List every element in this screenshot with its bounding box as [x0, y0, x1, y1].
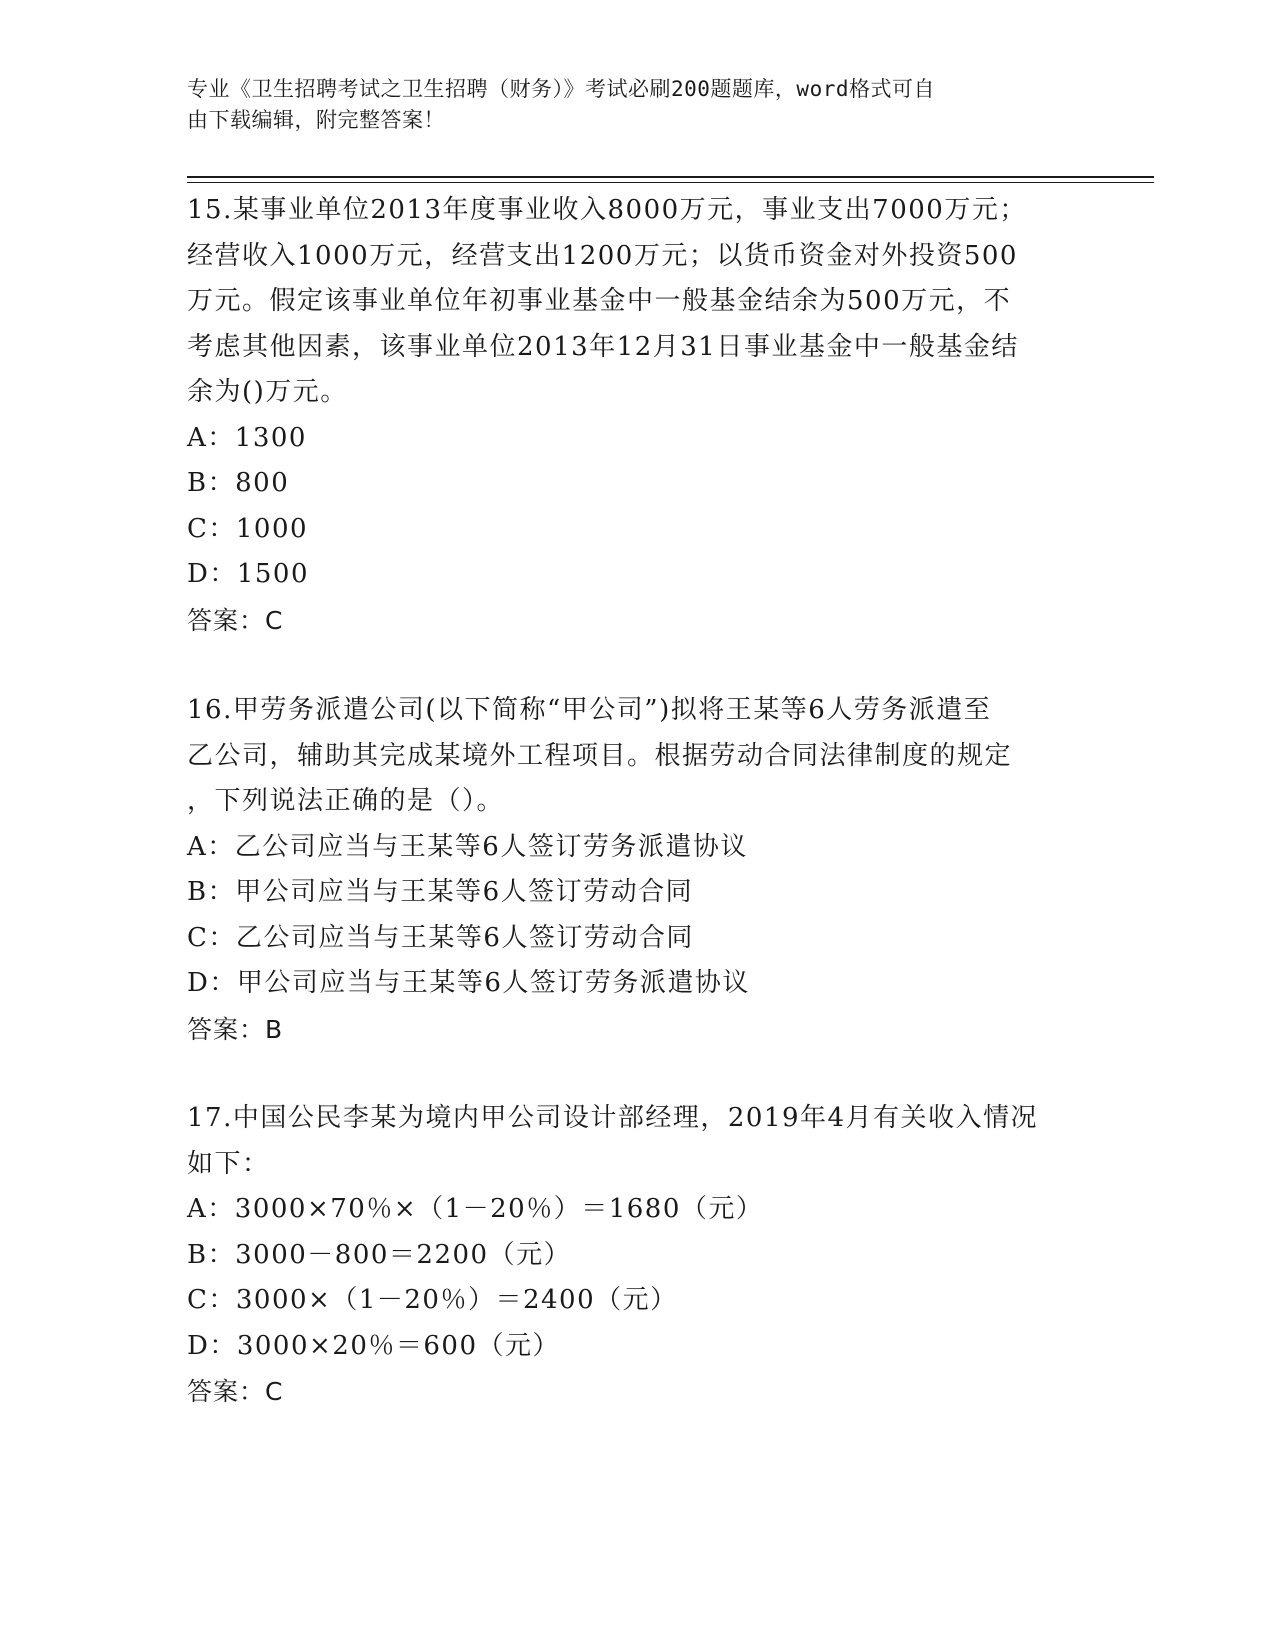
option-d: D：1500	[187, 559, 310, 589]
option-a: A：3000×70％×（1－20％）＝1680（元）	[187, 1194, 764, 1224]
question-text-line: 经营收入1000万元，经营支出1200万元；以货币资金对外投资500	[187, 240, 1018, 271]
answer-line: 答案：C	[187, 605, 284, 635]
header-divider-thin	[187, 182, 1154, 183]
header-title-line-2: 由下载编辑，附完整答案！	[187, 108, 445, 132]
document-header	[187, 74, 1067, 136]
option-a: A：1300	[187, 422, 307, 453]
answer-line: 答案：B	[187, 1014, 284, 1044]
header-title-line-1: 专业《卫生招聘考试之卫生招聘（财务）》考试必刷200题题库，word格式可自	[187, 77, 935, 101]
question-15	[187, 188, 1087, 643]
option-b: B：甲公司应当与王某等6人签订劳动合同	[187, 877, 694, 907]
option-d: D：3000×20％＝600（元）	[187, 1330, 561, 1361]
question-text-line: 15.某事业单位2013年度事业收入8000万元，事业支出7000万元；	[187, 195, 1027, 225]
option-d: D：甲公司应当与王某等6人签订劳务派遣协议	[187, 968, 750, 998]
question-text-line: 考虑其他因素，该事业单位2013年12月31日事业基金中一般基金结	[187, 331, 1019, 362]
option-c: C：3000×（1－20％）＝2400（元）	[187, 1285, 678, 1315]
question-text-line: 如下：	[187, 1148, 270, 1179]
option-b: B：3000－800＝2200（元）	[187, 1239, 572, 1270]
option-c: C：乙公司应当与王某等6人签订劳动合同	[187, 922, 694, 953]
header-divider-thick	[187, 176, 1154, 178]
question-17	[187, 1096, 1087, 1415]
answer-line: 答案：C	[187, 1377, 284, 1406]
question-text-line: 17.中国公民李某为境内甲公司设计部经理，2019年4月有关收入情况	[187, 1103, 1039, 1133]
question-text-line: 乙公司，辅助其完成某境外工程项目。根据劳动合同法律制度的规定	[187, 740, 1013, 771]
option-c: C：1000	[187, 513, 309, 544]
question-text-line: 16.甲劳务派遣公司(以下简称“甲公司”)拟将王某等6人劳务派遣至	[187, 695, 992, 725]
question-16	[187, 688, 1087, 1052]
option-a: A：乙公司应当与王某等6人签订劳务派遣协议	[187, 831, 748, 862]
question-text-line: ，下列说法正确的是（）。	[187, 786, 505, 816]
option-b: B：800	[187, 468, 290, 498]
question-text-line: 万元。假定该事业单位年初事业基金中一般基金结余为500万元，不	[187, 286, 1012, 316]
question-text-line: 余为()万元。	[187, 377, 348, 407]
